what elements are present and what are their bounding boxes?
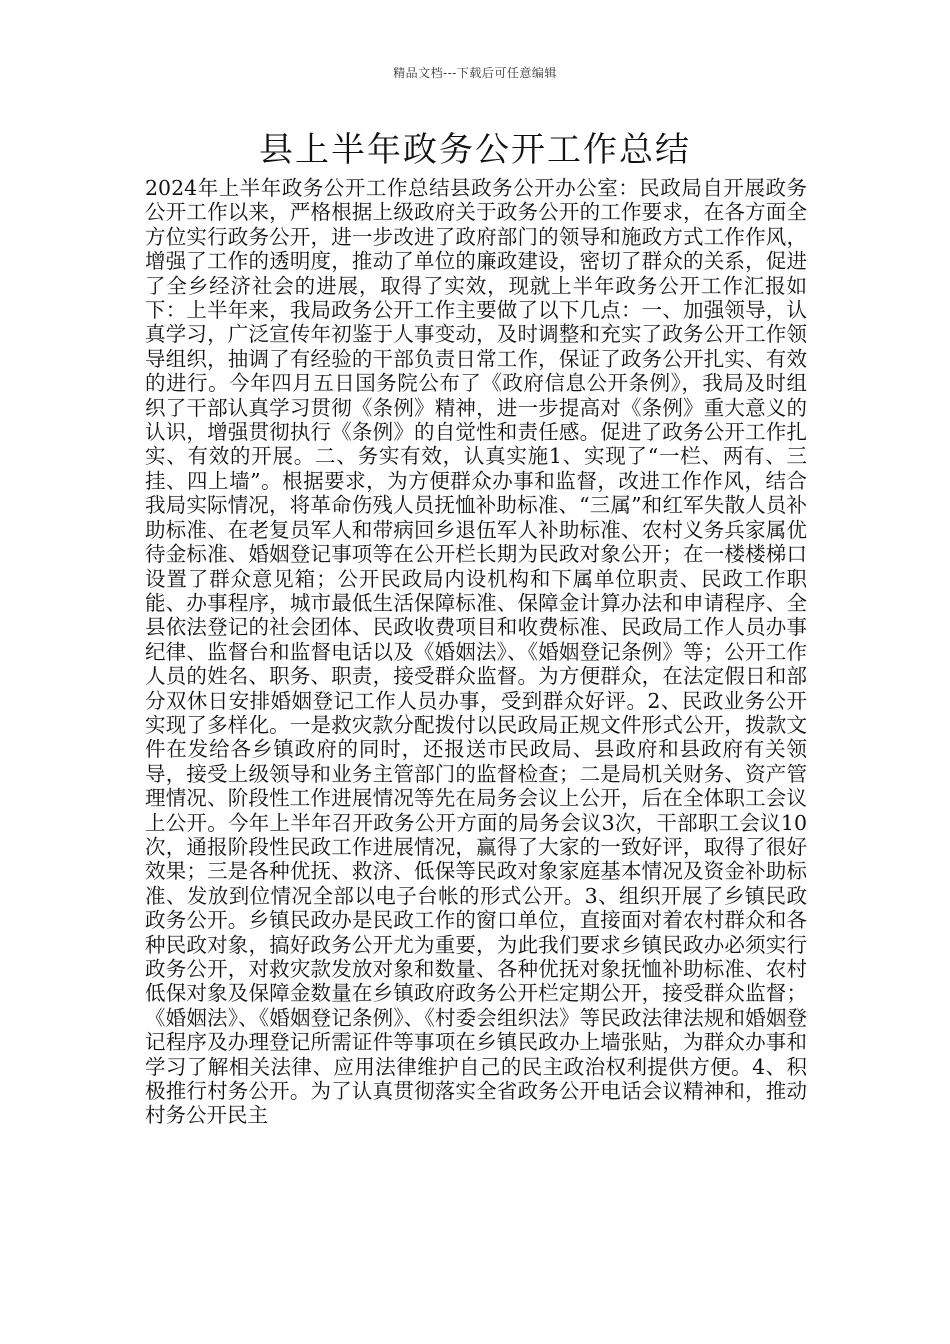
document-title: 县上半年政务公开工作总结 — [259, 130, 691, 170]
header-note: 精品文档---下载后可任意编辑 — [393, 66, 557, 80]
body-paragraph: 2024年上半年政务公开工作总结县政务公开办公室：民政局自开展政务公开工作以来，严格根据上级政府关于政务公开的工作要求，在各方面全方位实行政务公开，进一步改进了政府部门的领导和施政方式工作作风，增强了工作的透明度，推动了单位的廉政建设，密切了群众的关系，促进了全乡经济社会的进展，取得了实效，现就上半年政务公开工作汇报如下：上半年来，我局政务公开工作主要做了以下几点：一、加强领导，认真学习，广泛宣传年初鉴于人事变动，及时调整和充实了政务公开工作领导组织，抽调了有经验的干部负责日常工作，保证了政务公开扎实、有效的进行。今年四月五日国务院公布了《政府信息公开条例》，我局及时组织了干部认真学习贯彻《条例》精神，进一步提高对《条例》重大意义的认识，增强贯彻执行《条例》的自觉性和责任感。促进了政务公开工作扎实、有效的开展。二、务实有效，认真实施1、实现了“一栏、两有、三挂、四上墙”。根据要求，为方便群众办事和监督，改进工作作风，结合我局实际情况，将革命伤残人员抚恤补助标准、“三属”和红军失散人员补助标准、在老复员军人和带病回乡退伍军人补助标准、农村义务兵家属优待金标准、婚姻登记事项等在公开栏长期为民政对象公开；在一楼楼梯口设置了群众意见箱；公开民政局内设机构和下属单位职责、民政工作职能、办事程序，城市最低生活保障标准、保障金计算办法和申请程序、全县依法登记的社会团体、民政收费项目和收费标准、民政局工作人员办事纪律、监督台和监督电话以及《婚姻法》、《婚姻登记条例》等；公开工作人员的姓名、职务、职责，接受群众监督。为方便群众，在法定假日和部分双休日安排婚姻登记工作人员办事，受到群众好评。2、民政业务公开实现了多样化。一是救灾款分配拨付以民政局正规文件形式公开，拨款文件在发给各乡镇政府的同时，还报送市民政局、县政府和县政府有关领导，接受上级领导和业务主管部门的监督检查；二是局机关财务、资产管理情况、阶段性工作进展情况等先在局务会议上公开，后在全体职工会议上公开。今年上半年召开政务公开方面的局务会议3次，干部职工会议10次，通报阶段性民政工作进展情况，赢得了大家的一致好评，取得了很好效果；三是各种优抚、救济、低保等民政对象家庭基本情况及资金补助标准、发放到位情况全部以电子台帐的形式公开。3、组织开展了乡镇民政政务公开。乡镇民政办是民政工作的窗口单位，直接面对着农村群众和各种民政对象，搞好政务公开尤为重要，为此我们要求乡镇民政办必须实行政务公开，对救灾款发放对象和数量、各种优抚对象抚恤补助标准、农村低保对象及保障金数量在乡镇政府政务公开栏定期公开，接受群众监督；《婚姻法》、《婚姻登记条例》、《村委会组织法》等民政法律法规和婚姻登记程序及办理登记所需证件等事项在乡镇民政办上墙张贴，为群众办事和学习了解相关法律、应用法律维护自己的民主政治权利提供方便。4、积极推行村务公开。为了认真贯彻落实全省政务公开电话会议精神和，推动村务公开民主 — [145, 176, 807, 1128]
